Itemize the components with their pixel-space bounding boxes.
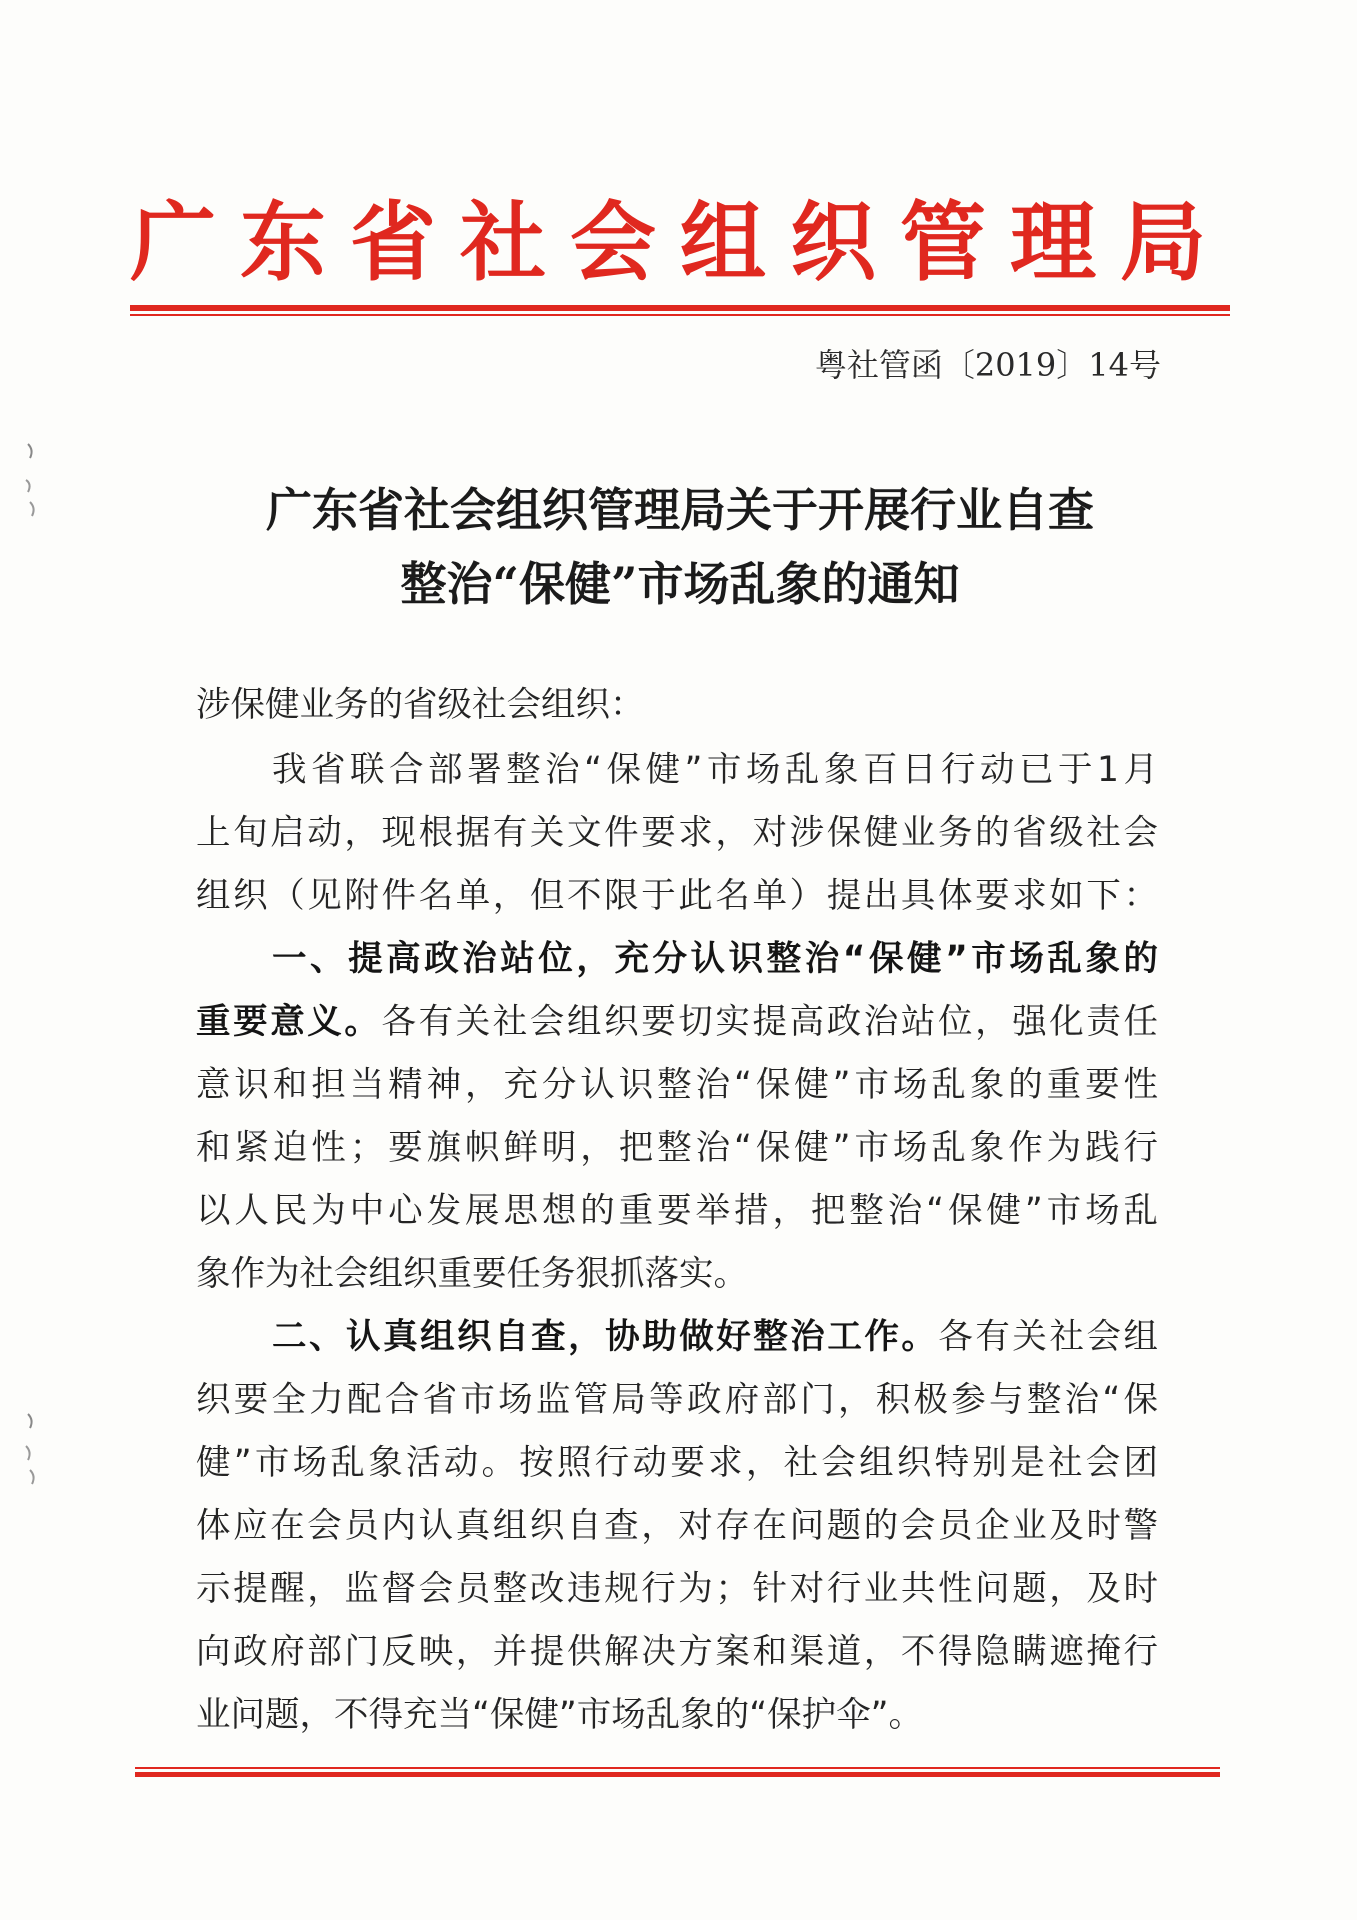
section2-heading: 二、认真组织自查，协助做好整治工作。 bbox=[272, 1317, 939, 1357]
section2-line-5: 向政府部门反映，并提供解决方案和渠道，不得隐瞒遮掩行 bbox=[196, 1632, 1158, 1672]
footer-rule-thin bbox=[135, 1767, 1220, 1769]
section1-heading-part2: 重要意义。 bbox=[196, 1002, 382, 1042]
section2-line-6: 业问题，不得充当“保健”市场乱象的“保护伞”。 bbox=[196, 1695, 923, 1735]
intro-line-3: 组织（见附件名单，但不限于此名单）提出具体要求如下： bbox=[196, 876, 1158, 916]
document-number: 粤社管函〔2019〕14号 bbox=[814, 346, 1161, 384]
section1-line-5: 象作为社会组织重要任务狠抓落实。 bbox=[196, 1254, 748, 1294]
intro-line-1: 我省联合部署整治“保健”市场乱象百日行动已于1月 bbox=[272, 750, 1158, 790]
section1-line-1 bbox=[196, 997, 1158, 1047]
section2-line-0-rest: 各有关社会组 bbox=[938, 1317, 1158, 1357]
title-line-1: 广东省社会组织管理局关于开展行业自查 bbox=[266, 483, 1094, 537]
section1-heading-line bbox=[272, 934, 1158, 984]
section2-line-3: 体应在会员内认真组织自查，对存在问题的会员企业及时警 bbox=[196, 1506, 1158, 1546]
section1-line-3: 和紧迫性；要旗帜鲜明，把整治“保健”市场乱象作为践行 bbox=[196, 1128, 1158, 1168]
letterhead: 广东省社会组织管理局 bbox=[130, 192, 1230, 293]
section2-line-4: 示提醒，监督会员整改违规行为；针对行业共性问题，及时 bbox=[196, 1569, 1158, 1609]
title-line-2: 整治“保健”市场乱象的通知 bbox=[400, 557, 960, 611]
section2-line-0 bbox=[272, 1312, 1158, 1362]
section1-line-4: 以人民为中心发展思想的重要举措，把整治“保健”市场乱 bbox=[196, 1191, 1158, 1231]
section2-line-2: 健”市场乱象活动。按照行动要求，社会组织特别是社会团 bbox=[196, 1443, 1158, 1483]
section1-line-1-rest: 各有关社会组织要切实提高政治站位，强化责任 bbox=[381, 1002, 1158, 1042]
letterhead-rule-thin bbox=[130, 314, 1230, 316]
salutation: 涉保健业务的省级社会组织： bbox=[196, 685, 645, 725]
intro-line-2: 上旬启动，现根据有关文件要求，对涉保健业务的省级社会 bbox=[196, 813, 1158, 853]
footer-rule-thick bbox=[135, 1772, 1220, 1777]
section1-heading-part1: 一、提高政治站位，充分认识整治“保健”市场乱象的 bbox=[272, 939, 1158, 979]
letterhead-rule-thick bbox=[130, 305, 1230, 311]
section2-line-1: 织要全力配合省市场监管局等政府部门，积极参与整治“保 bbox=[196, 1380, 1158, 1420]
binding-mark-top bbox=[18, 440, 42, 520]
section1-line-2: 意识和担当精神，充分认识整治“保健”市场乱象的重要性 bbox=[196, 1065, 1158, 1105]
binding-mark-bottom bbox=[18, 1410, 42, 1490]
